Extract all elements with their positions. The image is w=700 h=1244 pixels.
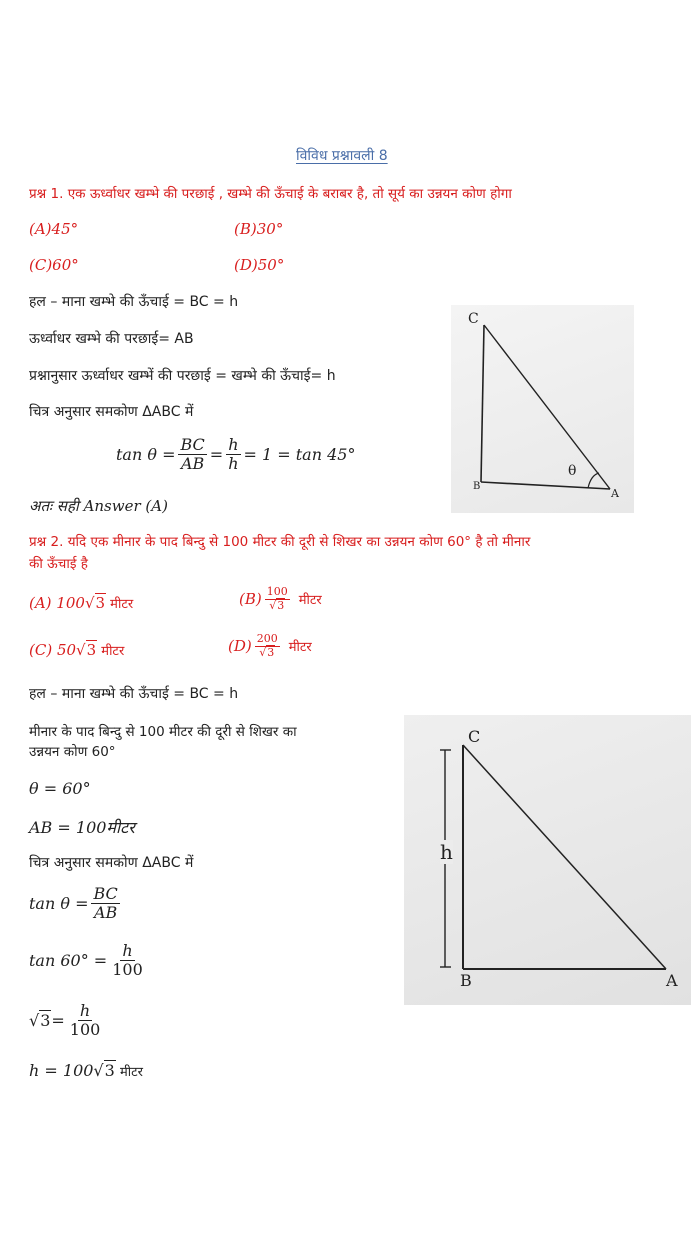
q2-step-2 [29,942,148,980]
q1-solution-line-4: चित्र अनुसार समकोण ΔABC में [29,404,194,420]
q2-option-c-value: (C) 50 [29,641,77,659]
q1-eq-rhs: = 1 = tan 45° [243,445,356,465]
q1-side-ca [484,325,610,489]
q2-step-3-sqrt: √3 [29,1011,51,1031]
q2-final-value: h = 100 [29,1061,94,1080]
q1-eq-num-2: h [228,435,239,454]
q2-solution-line-3: उन्नयन कोण 60° [29,744,116,760]
q2-step-3-radicand: 3 [40,1011,51,1031]
q2-step-3 [29,1002,105,1040]
q2-option-b [239,586,322,612]
q1-option-a: (A)45° [29,220,79,238]
q2-step-3-num: h [79,1001,91,1020]
q1-side-ba [481,482,610,489]
q2-solution-line-6: चित्र अनुसार समकोण ΔABC में [29,855,194,871]
q2-final-answer [29,1061,143,1080]
q1-side-bc [481,325,484,482]
question-2-text-line-1: प्रश्न 2. यदि एक मीनार के पाद बिन्दु से 100 मीटर की दूरी से शिखर का उन्नयन कोण 60° है तो मीनार [29,534,531,550]
q2-solution-line-2: मीनार के पाद बिन्दु से 100 मीटर की दूरी से शिखर का [29,724,297,740]
q1-eq-fraction-1 [178,436,206,474]
q2-step-2-lhs: tan 60° = [29,951,108,971]
q2-step-2-den: 100 [112,960,143,980]
q1-angle-arc [588,473,599,488]
q1-option-d: (D)50° [234,256,285,274]
page-title: विविध प्रश्नावली 8 [296,148,388,164]
q1-label-a: A [611,487,619,500]
q1-triangle-figure [451,305,634,513]
q2-option-c-radicand: 3 [86,641,97,659]
q2-label-c: C [468,727,481,746]
q2-option-d-radicand: 3 [267,645,275,659]
q2-option-b-label: (B) [239,590,262,609]
q2-final-radicand: 3 [104,1061,115,1080]
q2-step-1 [29,885,123,923]
q1-option-b: (B)30° [234,220,284,238]
q2-option-d-unit: मीटर [288,640,312,656]
q2-option-b-den: √3 [269,598,285,612]
q2-option-b-radicand: 3 [277,598,285,612]
q1-label-c: C [468,311,479,327]
q2-option-b-fraction [265,586,290,612]
q2-option-a [29,594,133,612]
q2-option-b-num: 100 [266,585,288,598]
q2-solution-line-4: θ = 60° [29,779,91,798]
q2-option-c-sqrt: √3 [76,641,97,659]
q1-eq-mid: = [209,445,224,465]
q2-step-3-fraction [68,1002,103,1040]
q2-option-a-sqrt: √3 [84,594,106,612]
q2-option-c [29,641,124,659]
q2-option-a-radicand: 3 [95,594,106,612]
q1-label-b: B [473,481,481,492]
q2-triangle-figure [404,715,691,1005]
q2-label-h: h [440,840,453,864]
q1-solution-line-3: प्रश्नानुसार ऊर्ध्वाधर खम्भें की परछाई = खम्भे की ऊँचाई= h [29,368,336,384]
q1-eq-fraction-2 [226,436,240,474]
q2-final-unit: मीटर [115,1065,143,1080]
q2-step-2-fraction [110,942,145,980]
q1-answer: अतः सही Answer (A) [29,497,168,515]
q2-option-d-fraction [255,633,280,659]
q2-step-1-num: BC [93,884,118,903]
q1-label-theta: θ [568,463,577,479]
q2-solution-line-5: AB = 100मीटर [29,818,135,837]
q2-solution-line-1: हल – माना खम्भे की ऊँचाई = BC = h [29,686,239,702]
q2-option-d-den: √3 [259,645,275,659]
q2-option-b-unit: मीटर [298,593,322,609]
q2-option-d [228,633,312,659]
q2-option-d-label: (D) [228,637,252,656]
q2-option-a-unit: मीटर [106,597,134,612]
q2-side-ca [463,745,666,969]
q2-label-b: B [460,971,472,990]
q1-eq-den-1: AB [180,454,205,474]
q2-option-c-unit: मीटर [97,644,125,659]
question-2-text-line-2: की ऊँचाई है [29,556,88,572]
question-1-text: प्रश्न 1. एक ऊर्ध्वाधर खम्भे की परछाई , खम्भे की ऊँचाई के बराबर है, तो सूर्य का उन्नयन कोण होगा [29,186,512,202]
q1-equation [116,436,355,474]
q2-step-2-num: h [122,941,133,960]
q2-step-3-den: 100 [69,1020,101,1040]
q2-step-3-eq: = [51,1011,65,1031]
q2-option-d-num: 200 [256,632,278,645]
q1-option-c: (C)60° [29,256,79,274]
q2-option-a-value: (A) 100 [29,594,85,612]
q2-final-sqrt: √3 [93,1061,115,1080]
q2-step-1-den: AB [93,903,118,923]
q2-step-1-lhs: tan θ = [29,894,89,914]
q1-solution-line-1: हल – माना खम्भे की ऊँचाई = BC = h [29,294,239,310]
q1-eq-num-1: BC [180,435,205,454]
q1-eq-lhs: tan θ = [116,445,176,465]
q1-eq-den-2: h [228,454,239,474]
q2-step-1-fraction [91,885,119,923]
q1-solution-line-2: ऊर्ध्वाधर खम्भे की परछाई= AB [29,331,194,347]
q2-label-a: A [666,971,678,990]
